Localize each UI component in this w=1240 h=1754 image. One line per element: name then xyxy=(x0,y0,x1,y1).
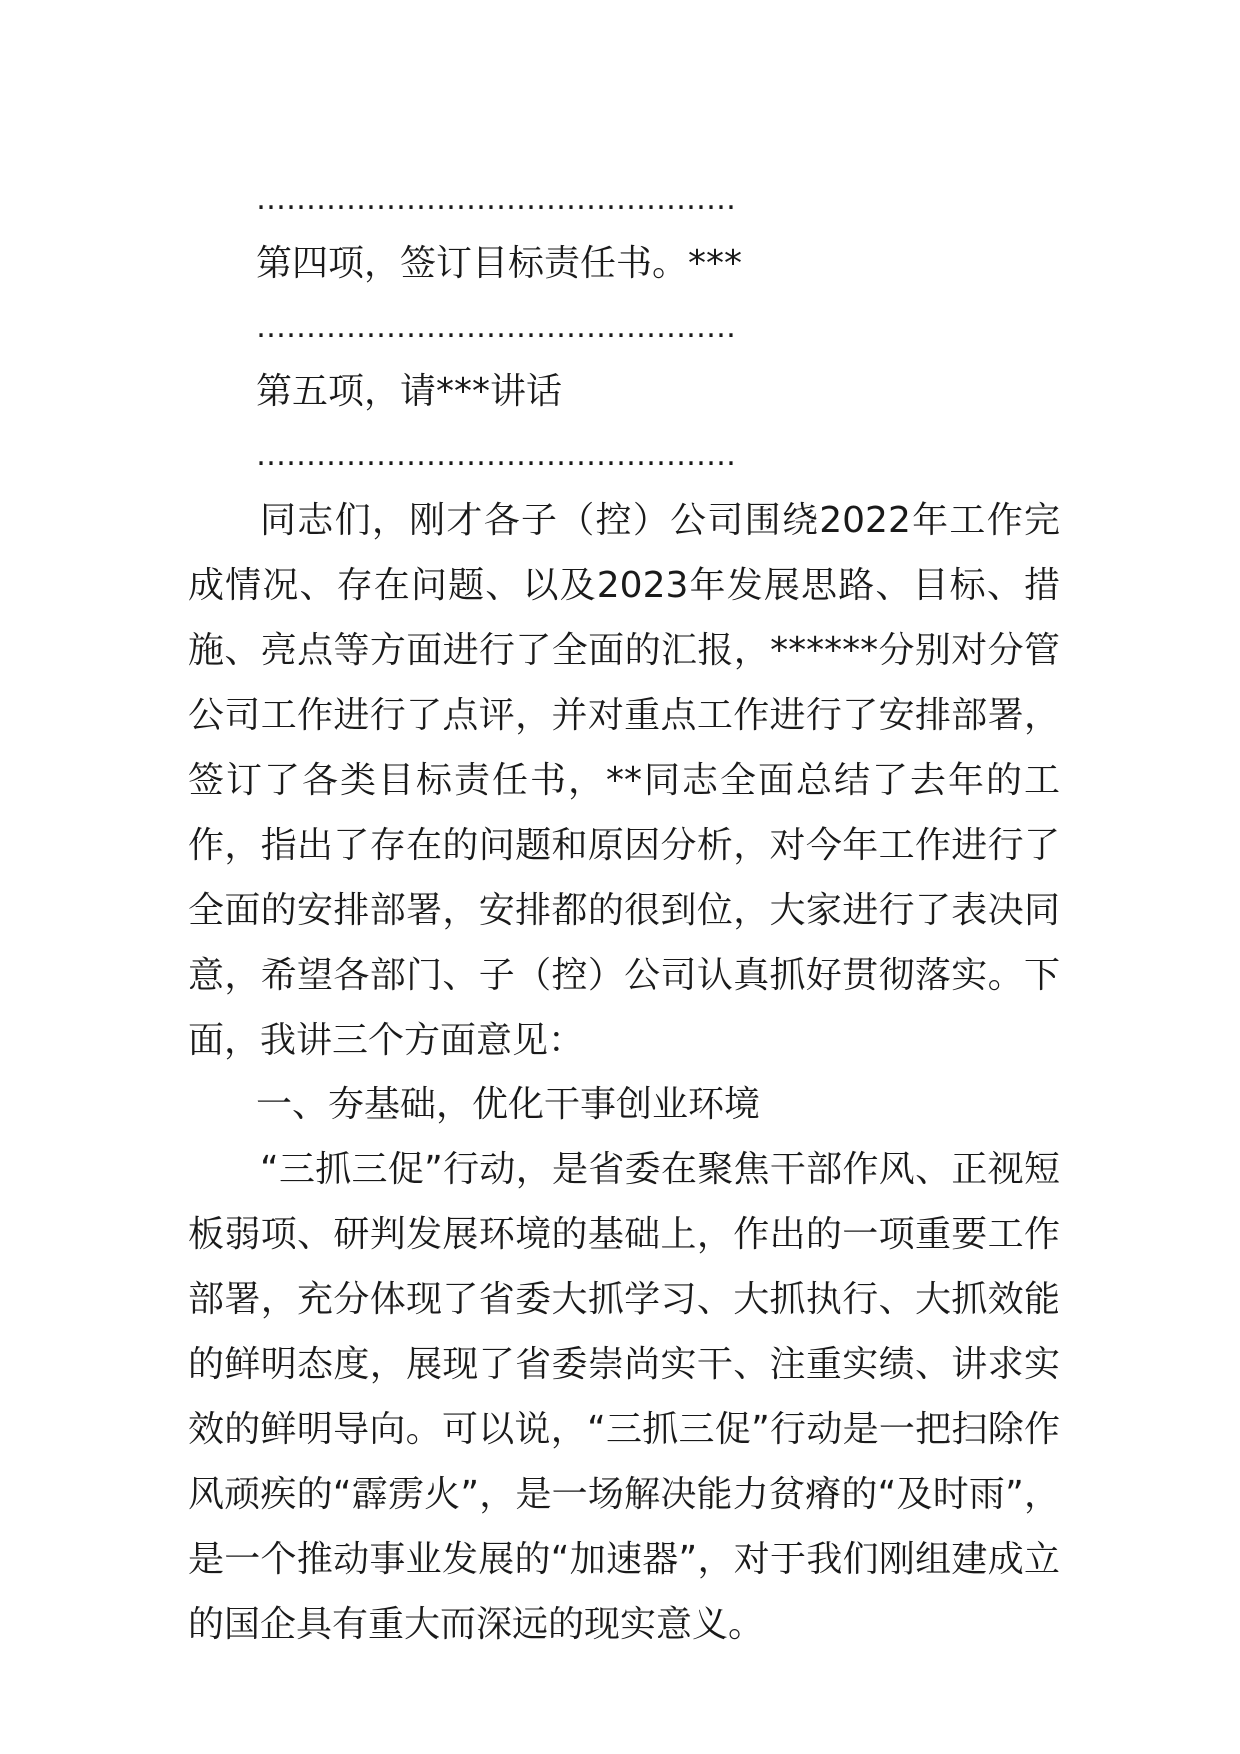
speech-paragraph-1: 同志们，刚才各子（控）公司围绕2022年工作完成情况、存在问题、以及2023年发展思路、目标、措施、亮点等方面进行了全面的汇报，******分别对分管公司工作进行了点评，并对重点工作进行了安排部署，签订了各类目标责任书，**同志全面总结了去年的工作，指出了存在的问题和原因分析，对今年工作进行了全面的安排部署，安排都的很到位，大家进行了表决同意，希望各部门、子（控）公司认真抓好贯彻落实。下面，我讲三个方面意见： xyxy=(188,500,1060,1061)
document-page xyxy=(188,168,1060,1657)
agenda-item-5: 第五项，请***讲话 xyxy=(256,371,563,412)
agenda-item-4: 第四项，签订目标责任书。*** xyxy=(256,243,743,284)
ellipsis-line-3: ………………………………………… xyxy=(256,438,736,473)
ellipsis-line-1: ………………………………………… xyxy=(256,182,736,217)
section-heading-1: 一、夯基础，优化干事创业环境 xyxy=(256,1084,761,1125)
ellipsis-line-2: ………………………………………… xyxy=(256,310,736,345)
speech-paragraph-2: “三抓三促”行动，是省委在聚焦干部作风、正视短板弱项、研判发展环境的基础上，作出的一项重要工作部署，充分体现了省委大抓学习、大抓执行、大抓效能的鲜明态度，展现了省委崇尚实干、注重实绩、讲求实效的鲜明导向。可以说，“三抓三促”行动是一把扫除作风顽疾的“霹雳火”，是一场解决能力贫瘠的“及时雨”，是一个推动事业发展的“加速器”，对于我们刚组建成立的国企具有重大而深远的现实意义。 xyxy=(188,1149,1060,1645)
